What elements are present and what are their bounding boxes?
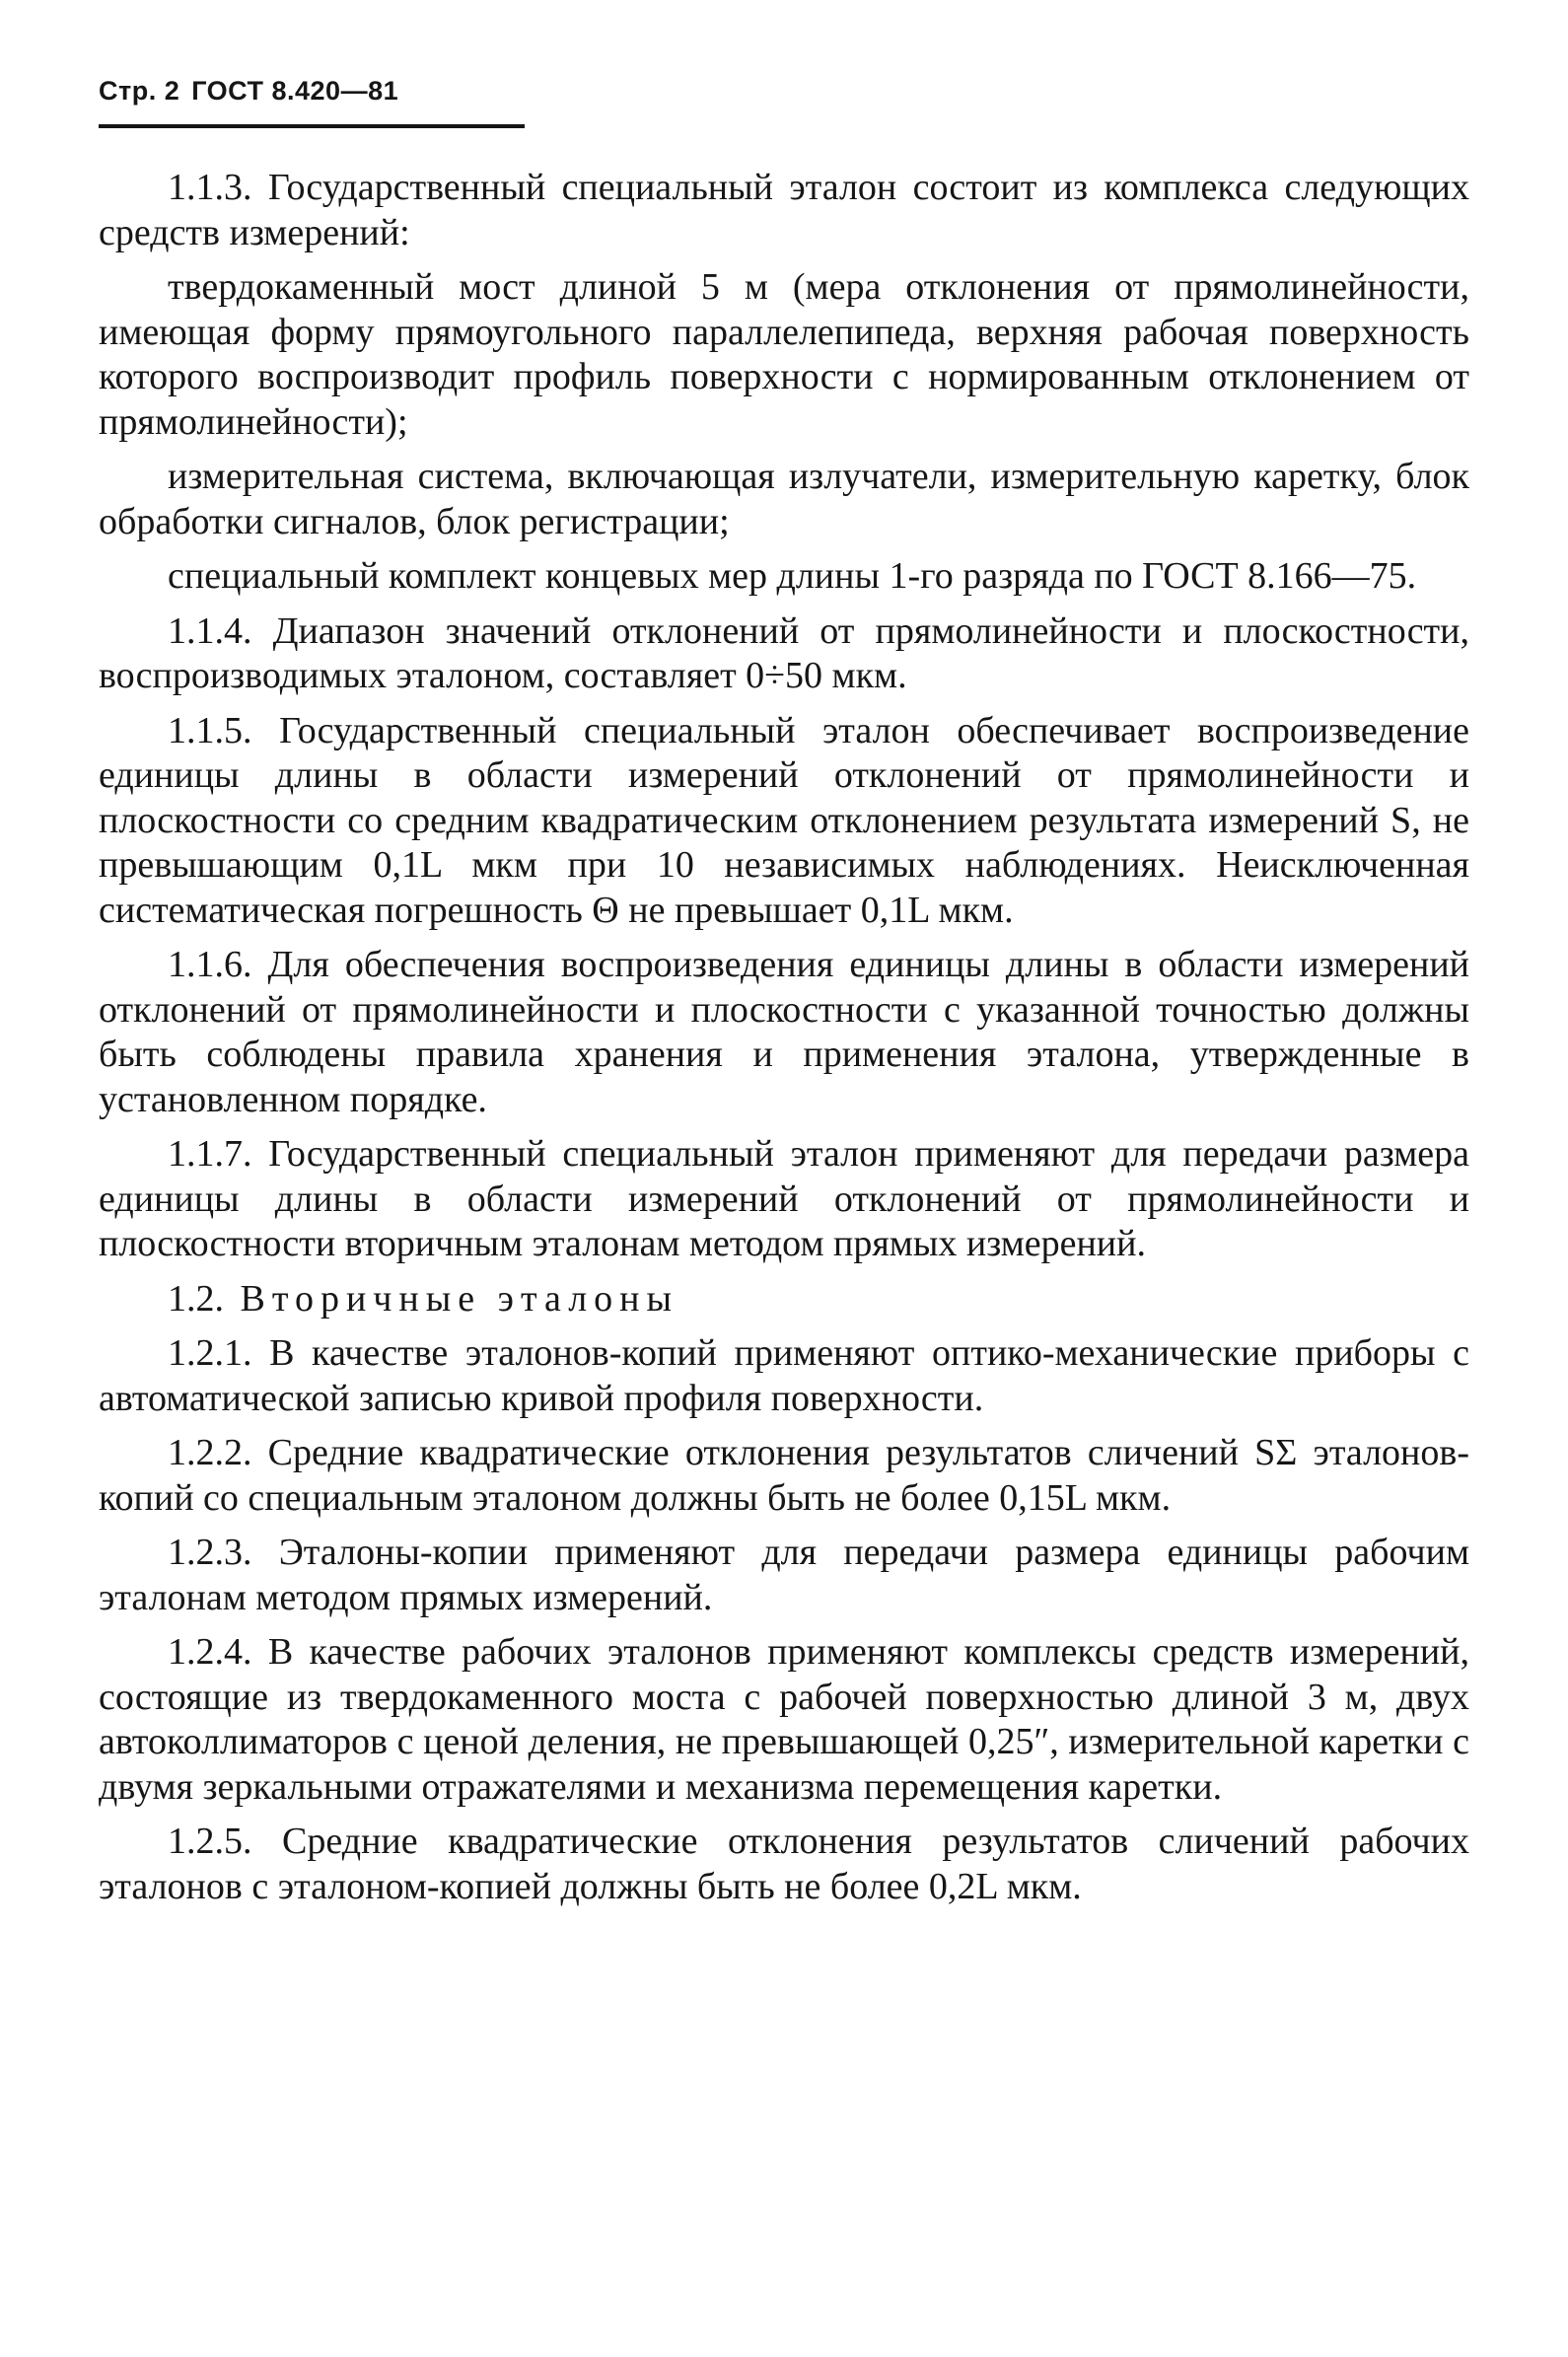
paragraph-1-1-4: 1.1.4. Диапазон значений отклонений от прямолинейности и плоскостности, воспроизводимых эталоном, составляет 0÷50 мкм.: [99, 609, 1469, 696]
header-rule: [99, 124, 525, 128]
document-body: [99, 166, 1469, 1919]
paragraph-1-1-3: 1.1.3. Государственный специальный эталон состоит из комплекса следующих средств измерений:: [99, 167, 1469, 253]
paragraph-1-2-3: 1.2.3. Эталоны-копии применяют для передачи размера единицы рабочим эталонам методом прямых измерений.: [99, 1532, 1469, 1618]
page-number: Стр. 2: [99, 76, 180, 106]
paragraph-1-2-1: 1.2.1. В качестве эталонов-копий применяют оптико-механические приборы с автоматической записью кривой профиля поверхности.: [99, 1332, 1469, 1419]
standard-number: ГОСТ 8.420—81: [191, 76, 399, 106]
paragraph-1-2-2: 1.2.2. Средние квадратические отклонения результатов сличений SΣ эталонов-копий со специальным эталоном должны быть не более 0,15L мкм.: [99, 1432, 1469, 1519]
page-header: [99, 71, 523, 110]
paragraph-1-2-4: 1.2.4. В качестве рабочих эталонов применяют комплексы средств измерений, состоящие из твердокаменного моста с рабочей поверхностью длиной 3 м, двух автоколлиматоров с ценой деления, не превышающей 0,25″, измерительной каретки с двумя зеркальными отражателями и механизма перемещения каретки.: [99, 1631, 1469, 1808]
paragraph-1-1-6: 1.1.6. Для обеспечения воспроизведения единицы длины в области измерений отклонений от прямолинейности и плоскостности с указанной точностью должны быть соблюдены правила хранения и применения эталона, утвержденные в установленном порядке.: [99, 944, 1469, 1120]
paragraph-1-1-5: 1.1.5. Государственный специальный эталон обеспечивает воспроизведение единицы длины в области измерений отклонений от прямолинейности и плоскостности со средним квадратическим отклонением результата измерений S, не превышающим 0,1L мкм при 10 независимых наблюдениях. Неисключенная систематическая погрешность Θ не превышает 0,1L мкм.: [99, 709, 1469, 931]
section-title: Вторичные эталоны: [240, 1277, 679, 1320]
section-number: 1.2.: [168, 1277, 224, 1320]
paragraph-measuring-system: измерительная система, включающая излучатели, измерительную каретку, блок обработки сигналов, блок регистрации;: [99, 456, 1469, 542]
section-heading-1-2: [99, 1277, 1469, 1322]
paragraph-bridge: твердокаменный мост длиной 5 м (мера отклонения от прямолинейности, имеющая форму прямоугольного параллелепипеда, верхняя рабочая поверхность которого воспроизводит профиль поверхности с нормированным отклонением от прямолинейности);: [99, 266, 1469, 443]
paragraph-gauge-blocks: специальный комплект концевых мер длины 1-го разряда по ГОСТ 8.166—75.: [168, 555, 1417, 597]
paragraph-1-1-7: 1.1.7. Государственный специальный эталон применяют для передачи размера единицы длины в области измерений отклонений от прямолинейности и плоскостности вторичным эталонам методом прямых измерений.: [99, 1133, 1469, 1264]
paragraph-1-2-5: 1.2.5. Средние квадратические отклонения результатов сличений рабочих эталонов с эталоном-копией должны быть не более 0,2L мкм.: [99, 1821, 1469, 1907]
